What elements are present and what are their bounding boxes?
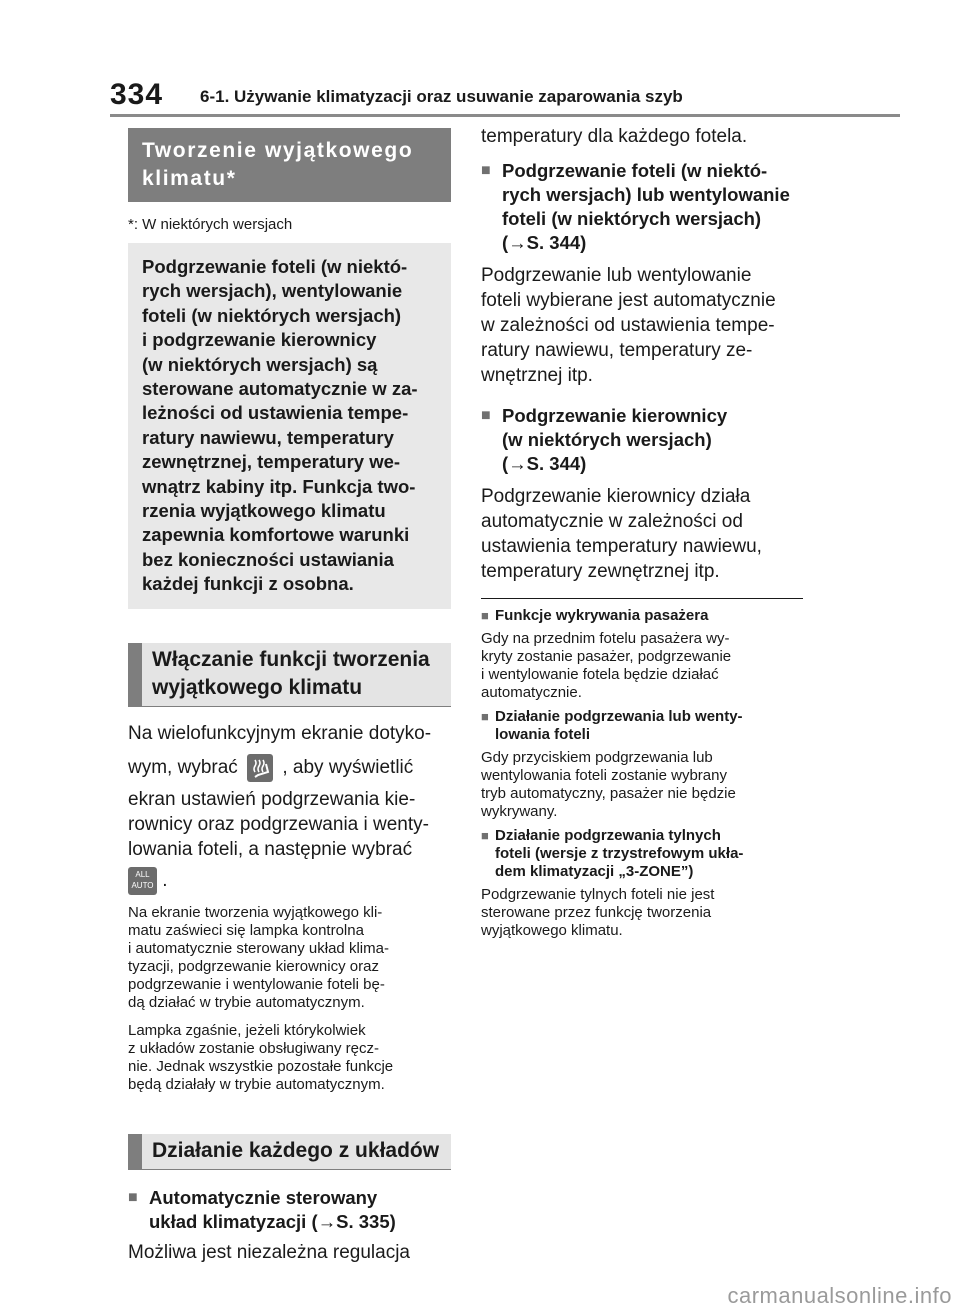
section-banner-unique-climate: Tworzenie wyjątkowego klimatu*: [128, 128, 451, 202]
paragraph-independent: Możliwa jest niezależna regulacja: [128, 1241, 410, 1263]
paragraph-steering-heating: Podgrzewanie kierownicy działa automatycznie w zależności od ustawienia temperatury nawiewu, temperatury zewnętrznej itp.: [481, 486, 762, 582]
seat-heater-icon: [247, 754, 273, 782]
note-paragraph-manual: Lampka zgaśnie, jeżeli którykolwiek z układów zostanie obsługiwany ręcz- nie. Jednak wszystkie pozostałe funkcje będą działały w trybie automatycznym.: [128, 1021, 394, 1093]
right-column: [481, 124, 811, 940]
subheading-seat-heating: ■ Podgrzewanie foteli (w niektó- rych wersjach) lub wentylowanie foteli (w niektórych wersjach) (→S. 344): [481, 160, 790, 253]
all-auto-icon: ALL AUTO: [128, 867, 157, 895]
square-bullet-icon: ■: [481, 162, 491, 179]
footnote: *: W niektórych wersjach: [128, 216, 293, 233]
note-heading-heating-operation: ■ Działanie podgrzewania lub wenty- lowania foteli: [481, 708, 743, 743]
subheading-steering-heating: ■ Podgrzewanie kierownicy (w niektórych wersjach) (→S. 344): [481, 405, 728, 474]
header-divider: [110, 114, 900, 117]
section-banner-each-system: Działanie każdego z układów: [128, 1134, 451, 1170]
square-bullet-icon: ■: [481, 828, 489, 843]
left-column: [128, 128, 451, 1265]
notes-divider: [481, 598, 803, 599]
note-paragraph-indicator: Na ekranie tworzenia wyjątkowego kli- matu zaświeci się lampka kontrolna i automatycznie sterowany układ klima- tyzacji, podgrzewanie kierownicy oraz podgrzewanie i wentylowanie foteli bę- dą działać w trybie automatycznym.: [128, 903, 389, 1011]
paragraph-each-seat: temperatury dla każdego fotela.: [481, 126, 748, 147]
footer-watermark-url: carmanualsonline.info: [727, 1283, 952, 1308]
intro-box: Podgrzewanie foteli (w niektó- rych wersjach), wentylowanie foteli (w niektórych wersjach) i podgrzewanie kierownicy (w niektórych wersjach) są sterowane automatycznie w za- leżności od ustawienia tempe- ratury nawiewu, temperatury zewnętrznej, temperatury we- wnątrz kabiny itp. Funkcja two- rzenia wyjątkowego klimatu zapewnia komfortowe warunki bez konieczności ustawiania każdej funkcji z osobna.: [128, 243, 451, 609]
instruction-paragraph: Na wielofunkcyjnym ekranie dotyko- wym, wybrać , aby wyświetlić ekran ustawień podgrzewania kie- rownicy oraz podgrzewania i wenty- lowania foteli, a następnie wybrać ALL AUTO .: [128, 721, 451, 896]
square-bullet-icon: ■: [481, 608, 489, 623]
note-body-heating-operation: Gdy przyciskiem podgrzewania lub wentylowania foteli zostanie wybrany tryb automatyczny, pasażer nie będzie wykrywany.: [481, 749, 736, 820]
subheading-auto-climate: ■ Automatycznie sterowany układ klimatyzacji (→S. 335): [128, 1186, 396, 1232]
note-heading-rear-seats: ■ Działanie podgrzewania tylnych foteli (wersje z trzystrefowym ukła- dem klimatyzacji „3-ZONE”): [481, 827, 744, 880]
section-banner-enable-function: Włączanie funkcji tworzenia wyjątkowego klimatu: [128, 643, 451, 707]
page-number: 334: [110, 78, 164, 111]
square-bullet-icon: ■: [481, 709, 489, 724]
note-body-rear-seats: Podgrzewanie tylnych foteli nie jest sterowane przez funkcję tworzenia wyjątkowego klimatu.: [481, 886, 715, 939]
note-heading-passenger-detection: ■ Funkcje wykrywania pasażera: [481, 607, 709, 624]
note-body-passenger-detection: Gdy na przednim fotelu pasażera wy- kryty zostanie pasażer, podgrzewanie i wentylowanie fotela będzie działać automatycznie.: [481, 630, 732, 701]
square-bullet-icon: ■: [128, 1188, 138, 1206]
square-bullet-icon: ■: [481, 407, 491, 424]
paragraph-seat-heating: Podgrzewanie lub wentylowanie foteli wybierane jest automatycznie w zależności od ustawienia tempe- ratury nawiewu, temperatury ze- wnętrznej itp.: [481, 265, 776, 386]
section-title: 6-1. Używanie klimatyzacji oraz usuwanie zaparowania szyb: [200, 87, 683, 106]
